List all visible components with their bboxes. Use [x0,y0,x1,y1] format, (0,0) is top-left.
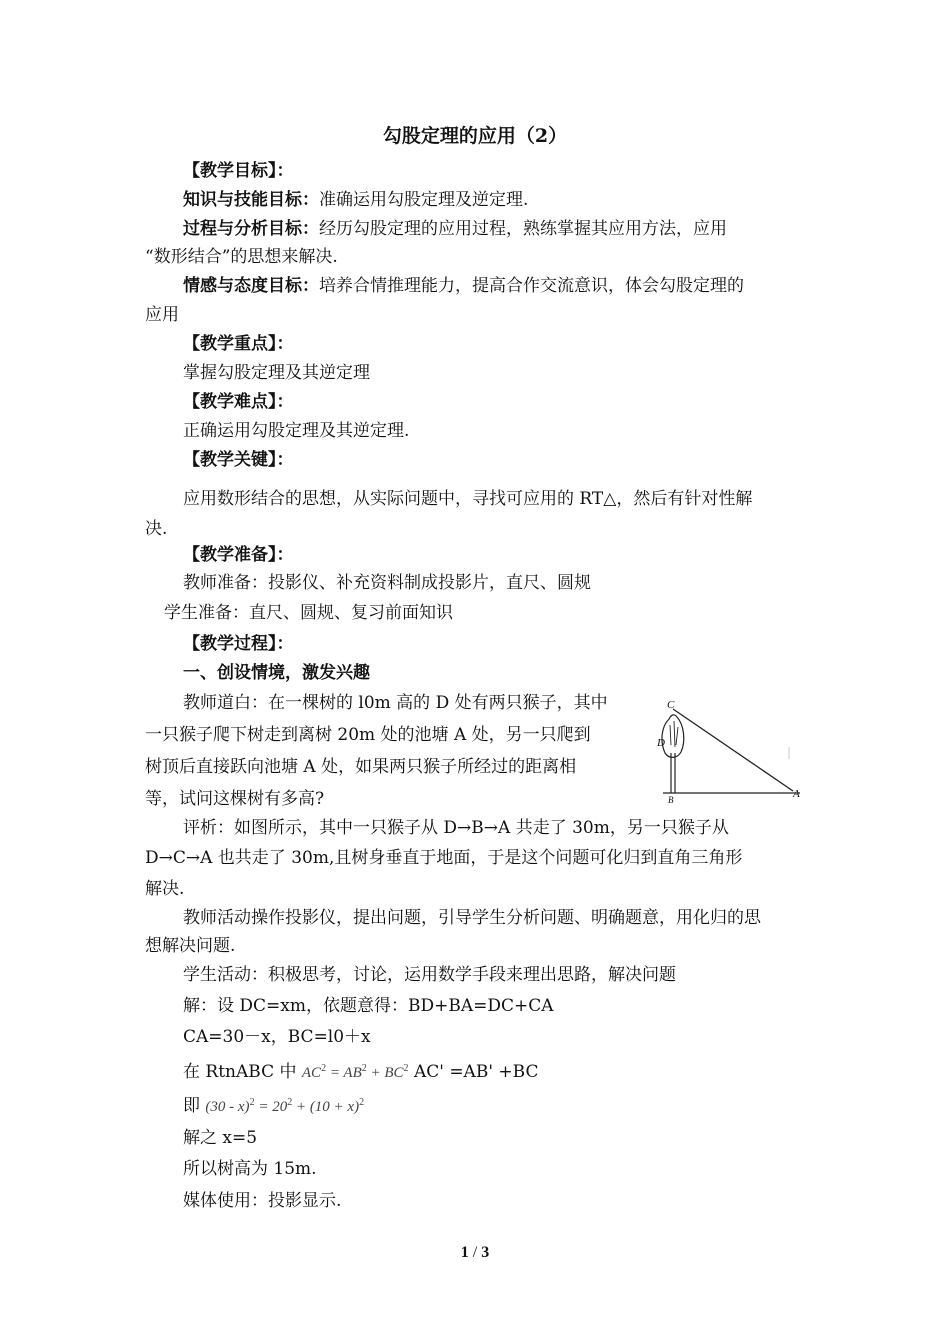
solution-line-3-prefix: 在 RtnABC 中 [183,1062,297,1082]
page-number [0,1244,950,1262]
solution-line-5: 解之 x=5 [183,1128,258,1148]
emotion-text-1: 培养合情推理能力，提高合作交流意识，体会勾股定理的 [319,276,744,296]
tree-crown [662,715,684,758]
teacher-preparation: 教师准备：投影仪、补充资料制成投影片，直尺、圆规 [183,573,591,593]
solution-line-6: 所以树高为 15m. [183,1159,317,1179]
page-separator: / [472,1244,478,1261]
knowledge-label: 知识与技能目标： [183,190,319,210]
process-label: 过程与分析目标： [183,219,319,239]
process-text-2: “数形结合”的思想来解决. [145,247,338,267]
section-1-heading: 一、创设情境，激发兴趣 [183,663,370,683]
emotion-text-2: 应用 [145,305,179,325]
teacher-activity-1: 教师活动操作投影仪，提出问题，引导学生分析问题、明确题意，用化归的思 [183,908,761,928]
analysis-line-2: D→C→A 也共走了 30m,且树身垂直于地面，于是这个问题可化归到直角三角形 [145,848,743,868]
key-points-heading: 【教学重点】： [183,334,294,354]
solution-line-2: CA=30－x，BC=l0＋x [183,1027,371,1047]
key-text-1: 应用数形结合的思想，从实际问题中，寻找可应用的 RT△，然后有针对性解 [183,489,753,509]
label-d: D [657,737,665,749]
analysis-line-3: 解决. [145,879,185,899]
key-heading: 【教学关键】： [183,450,294,470]
story-line-2: 一只猴子爬下树走到离树 20m 处的池塘 A 处，另一只爬到 [145,725,591,745]
solution-line-4-prefix: 即 [183,1096,200,1116]
process-objective [183,217,727,241]
formula-pythagoras: $AC^2 = AB^2 + BC^2$ [301,1063,409,1081]
process-heading: 【教学过程】： [183,634,294,654]
student-activity: 学生活动：积极思考，讨论，运用数学手段来理出思路，解决问题 [183,965,676,985]
process-text-1: 经历勾股定理的应用过程，熟练掌握其应用方法，应用 [319,219,727,239]
solution-line-1: 解：设 DC=xm，依题意得：BD+BA=DC+CA [183,996,554,1016]
difficulties-text: 正确运用勾股定理及其逆定理. [183,421,410,441]
label-c: C [667,699,675,711]
preparation-heading: 【教学准备】： [183,545,294,565]
story-line-3: 树顶后直接跃向池塘 A 处，如果两只猴子所经过的距离相 [145,757,577,777]
story-line-1: 教师道白：在一棵树的 l0m 高的 D 处有两只猴子，其中 [183,693,608,713]
key-text-2: 决. [145,519,168,539]
knowledge-objective [183,188,528,212]
page-current: 1 [460,1244,469,1261]
emotion-label: 情感与态度目标： [183,276,319,296]
page-title: 勾股定理的应用（2） [382,125,568,147]
teacher-activity-2: 想解决问题. [145,936,236,956]
label-a: A [793,788,800,800]
solution-line-4 [183,1091,364,1119]
emotion-objective [183,274,744,298]
key-points-text: 掌握勾股定理及其逆定理 [183,363,370,383]
label-b: B [668,795,674,805]
hypotenuse-ca [673,709,793,791]
objectives-heading: 【教学目标】： [183,161,294,181]
story-line-4: 等，试问这棵树有多高? [145,789,325,809]
solution-line-3 [183,1057,538,1085]
knowledge-text: 准确运用勾股定理及逆定理. [319,190,529,210]
tree-triangle-figure [655,697,805,805]
media-usage: 媒体使用：投影显示. [183,1191,342,1211]
difficulties-heading: 【教学难点】： [183,392,294,412]
formula-equation: $(30 - x)^2 = 20^2 + (10 + x)^2$ [205,1097,365,1115]
student-preparation: 学生准备：直尺、圆规、复习前面知识 [164,603,453,623]
tree-crown-detail [670,721,678,747]
analysis-line-1: 评析：如图所示，其中一只猴子从 D→B→A 共走了 30m，另一只猴子从 [183,818,729,838]
page-total: 3 [481,1244,490,1261]
solution-line-3-suffix: AC' =AB' +BC [413,1062,539,1082]
